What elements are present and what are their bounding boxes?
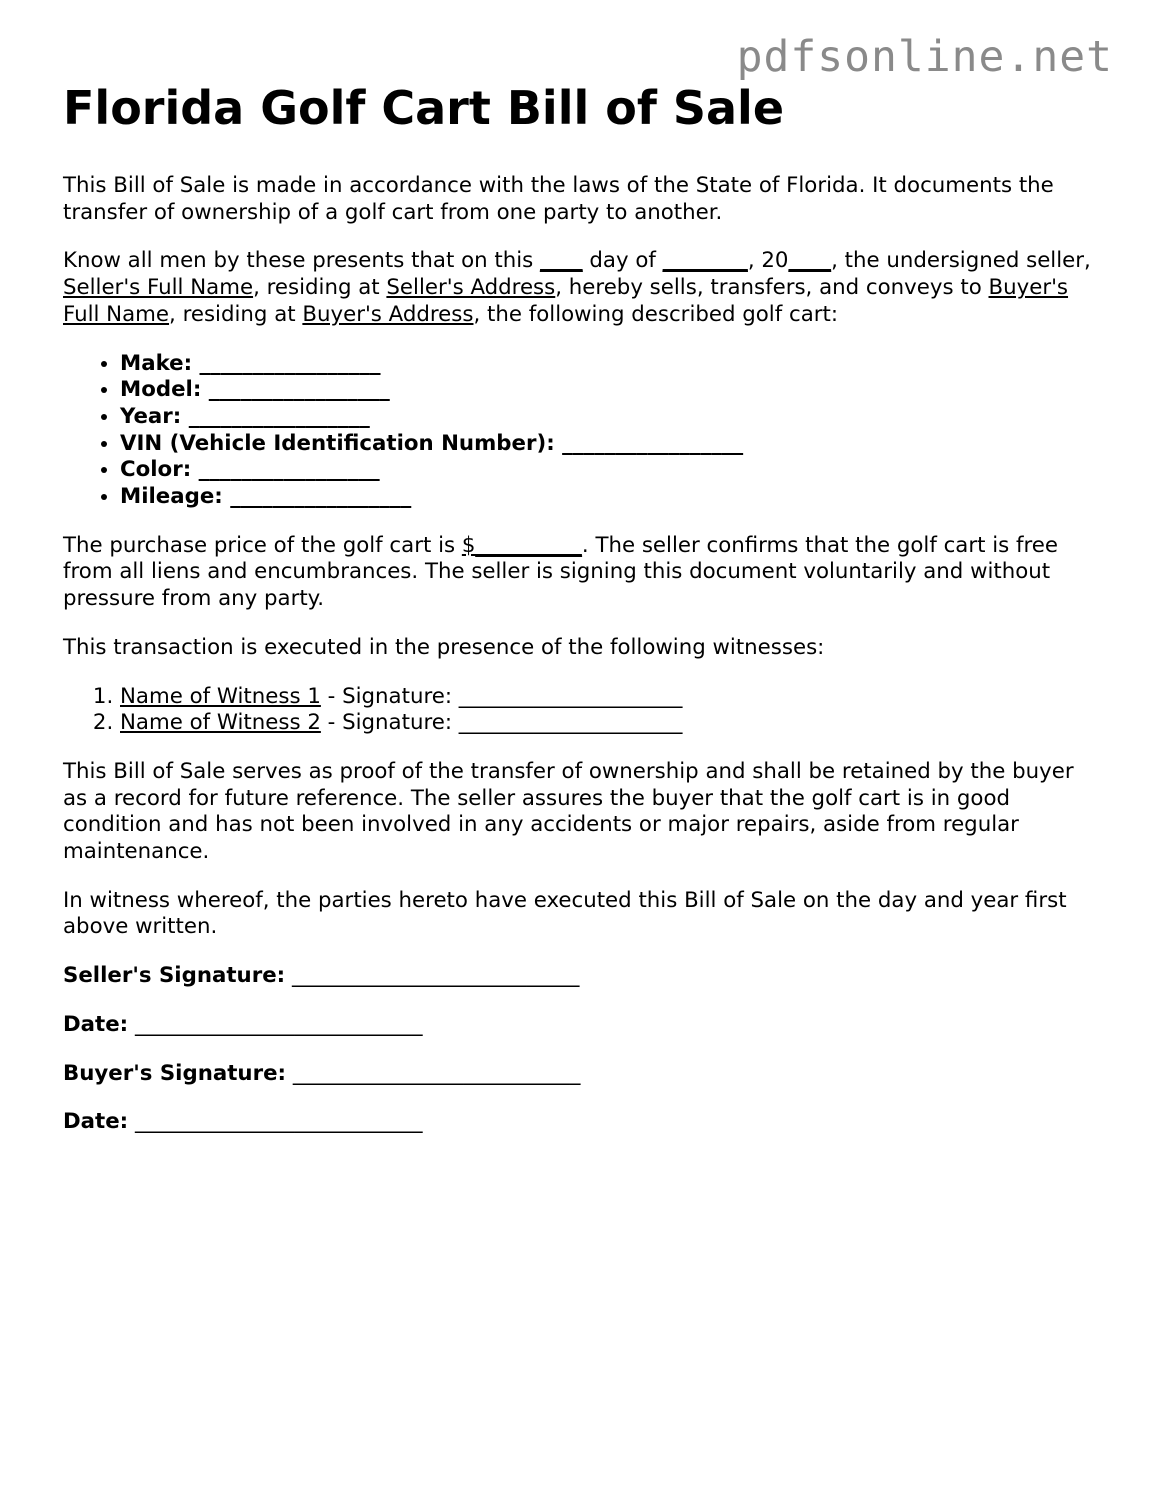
conveyance-text: , 20 [747,248,789,274]
cart-details-list [63,351,1103,511]
witness-name-field: Name of Witness 1 [120,683,321,709]
buyer-name-field: Buyer's Full Name [63,275,1069,327]
buyer-signature-line: ___________________________ [286,1060,581,1086]
conveyance-text: , residing at [169,301,303,327]
watermark: pdfsonline.net [736,32,1113,82]
seller-signature-line: ___________________________ [285,963,580,989]
document-title: Florida Golf Cart Bill of Sale [63,81,785,135]
buyer-signature-row [63,1061,1103,1088]
month-blank: ________ [662,248,748,274]
seller-address-field: Seller's Address [386,275,556,301]
day-blank: ____ [540,248,583,274]
witness-item [120,710,1103,737]
intro-paragraph: This Bill of Sale is made in accordance with the laws of the State of Florida. It documents the transfer of ownership of a golf cart from one party to another. [63,173,1054,225]
cart-field-mileage: • Mileage: _________________ [120,484,1103,511]
proof-paragraph: This Bill of Sale serves as proof of the transfer of ownership and shall be retained by the buyer as a record for future reference. The seller assures the buyer that the golf cart is in good condition and has not been involved in any accidents or major repairs, aside from regular maintenance. [63,758,1074,865]
witness-item [120,684,1103,711]
buyer-date-row [63,1109,1103,1136]
seller-signature-label: Seller's Signature: [63,963,286,989]
conveyance-text: , residing at [253,275,387,301]
cart-field-model: • Model: _________________ [120,377,1103,404]
conveyance-text: , the following described golf cart: [473,301,839,327]
year-blank: ____ [788,248,832,274]
conveyance-text: day of [582,248,663,274]
cart-field-color: • Color: _________________ [120,457,1103,484]
cart-field-make: • Make: _________________ [120,351,1103,378]
seller-date-label: Date: [63,1011,129,1037]
buyer-address-field: Buyer's Address [302,301,474,327]
witness-signature-line: - Signature: _____________________ [320,683,683,709]
conveyance-text: , the undersigned seller, [831,248,1091,274]
buyer-signature-label: Buyer's Signature: [63,1060,287,1086]
seller-date-row [63,1012,1103,1039]
seller-name-field: Seller's Full Name [63,275,254,301]
in-witness-paragraph: In witness whereof, the parties hereto have executed this Bill of Sale on the day and year first above written. [63,887,1067,940]
price-paragraph [63,533,1103,613]
buyer-date-line: ___________________________ [128,1109,423,1135]
witness-signature-line: - Signature: _____________________ [320,710,683,736]
price-amount-field: $__________ [461,532,582,558]
conveyance-text: , hereby sells, transfers, and conveys to [555,275,989,301]
document-page [63,80,1103,1158]
conveyance-paragraph [63,248,1103,328]
price-text: The purchase price of the golf cart is [63,532,462,558]
cart-field-year: • Year: _________________ [120,404,1103,431]
cart-field-vin: • VIN (Vehicle Identification Number): _________________ [120,431,1103,458]
seller-signature-row [63,963,1103,990]
buyer-date-label: Date: [63,1109,129,1135]
witness-list [63,684,1103,737]
price-text: . The seller confirms that the golf cart is free from all liens and encumbrances. The seller is signing this document voluntarily and without pressure from any party. [63,532,1059,612]
witness-intro: This transaction is executed in the presence of the following witnesses: [63,634,825,660]
conveyance-text: Know all men by these presents that on this [63,248,541,274]
witness-name-field: Name of Witness 2 [120,710,321,736]
seller-date-line: ___________________________ [128,1011,423,1037]
